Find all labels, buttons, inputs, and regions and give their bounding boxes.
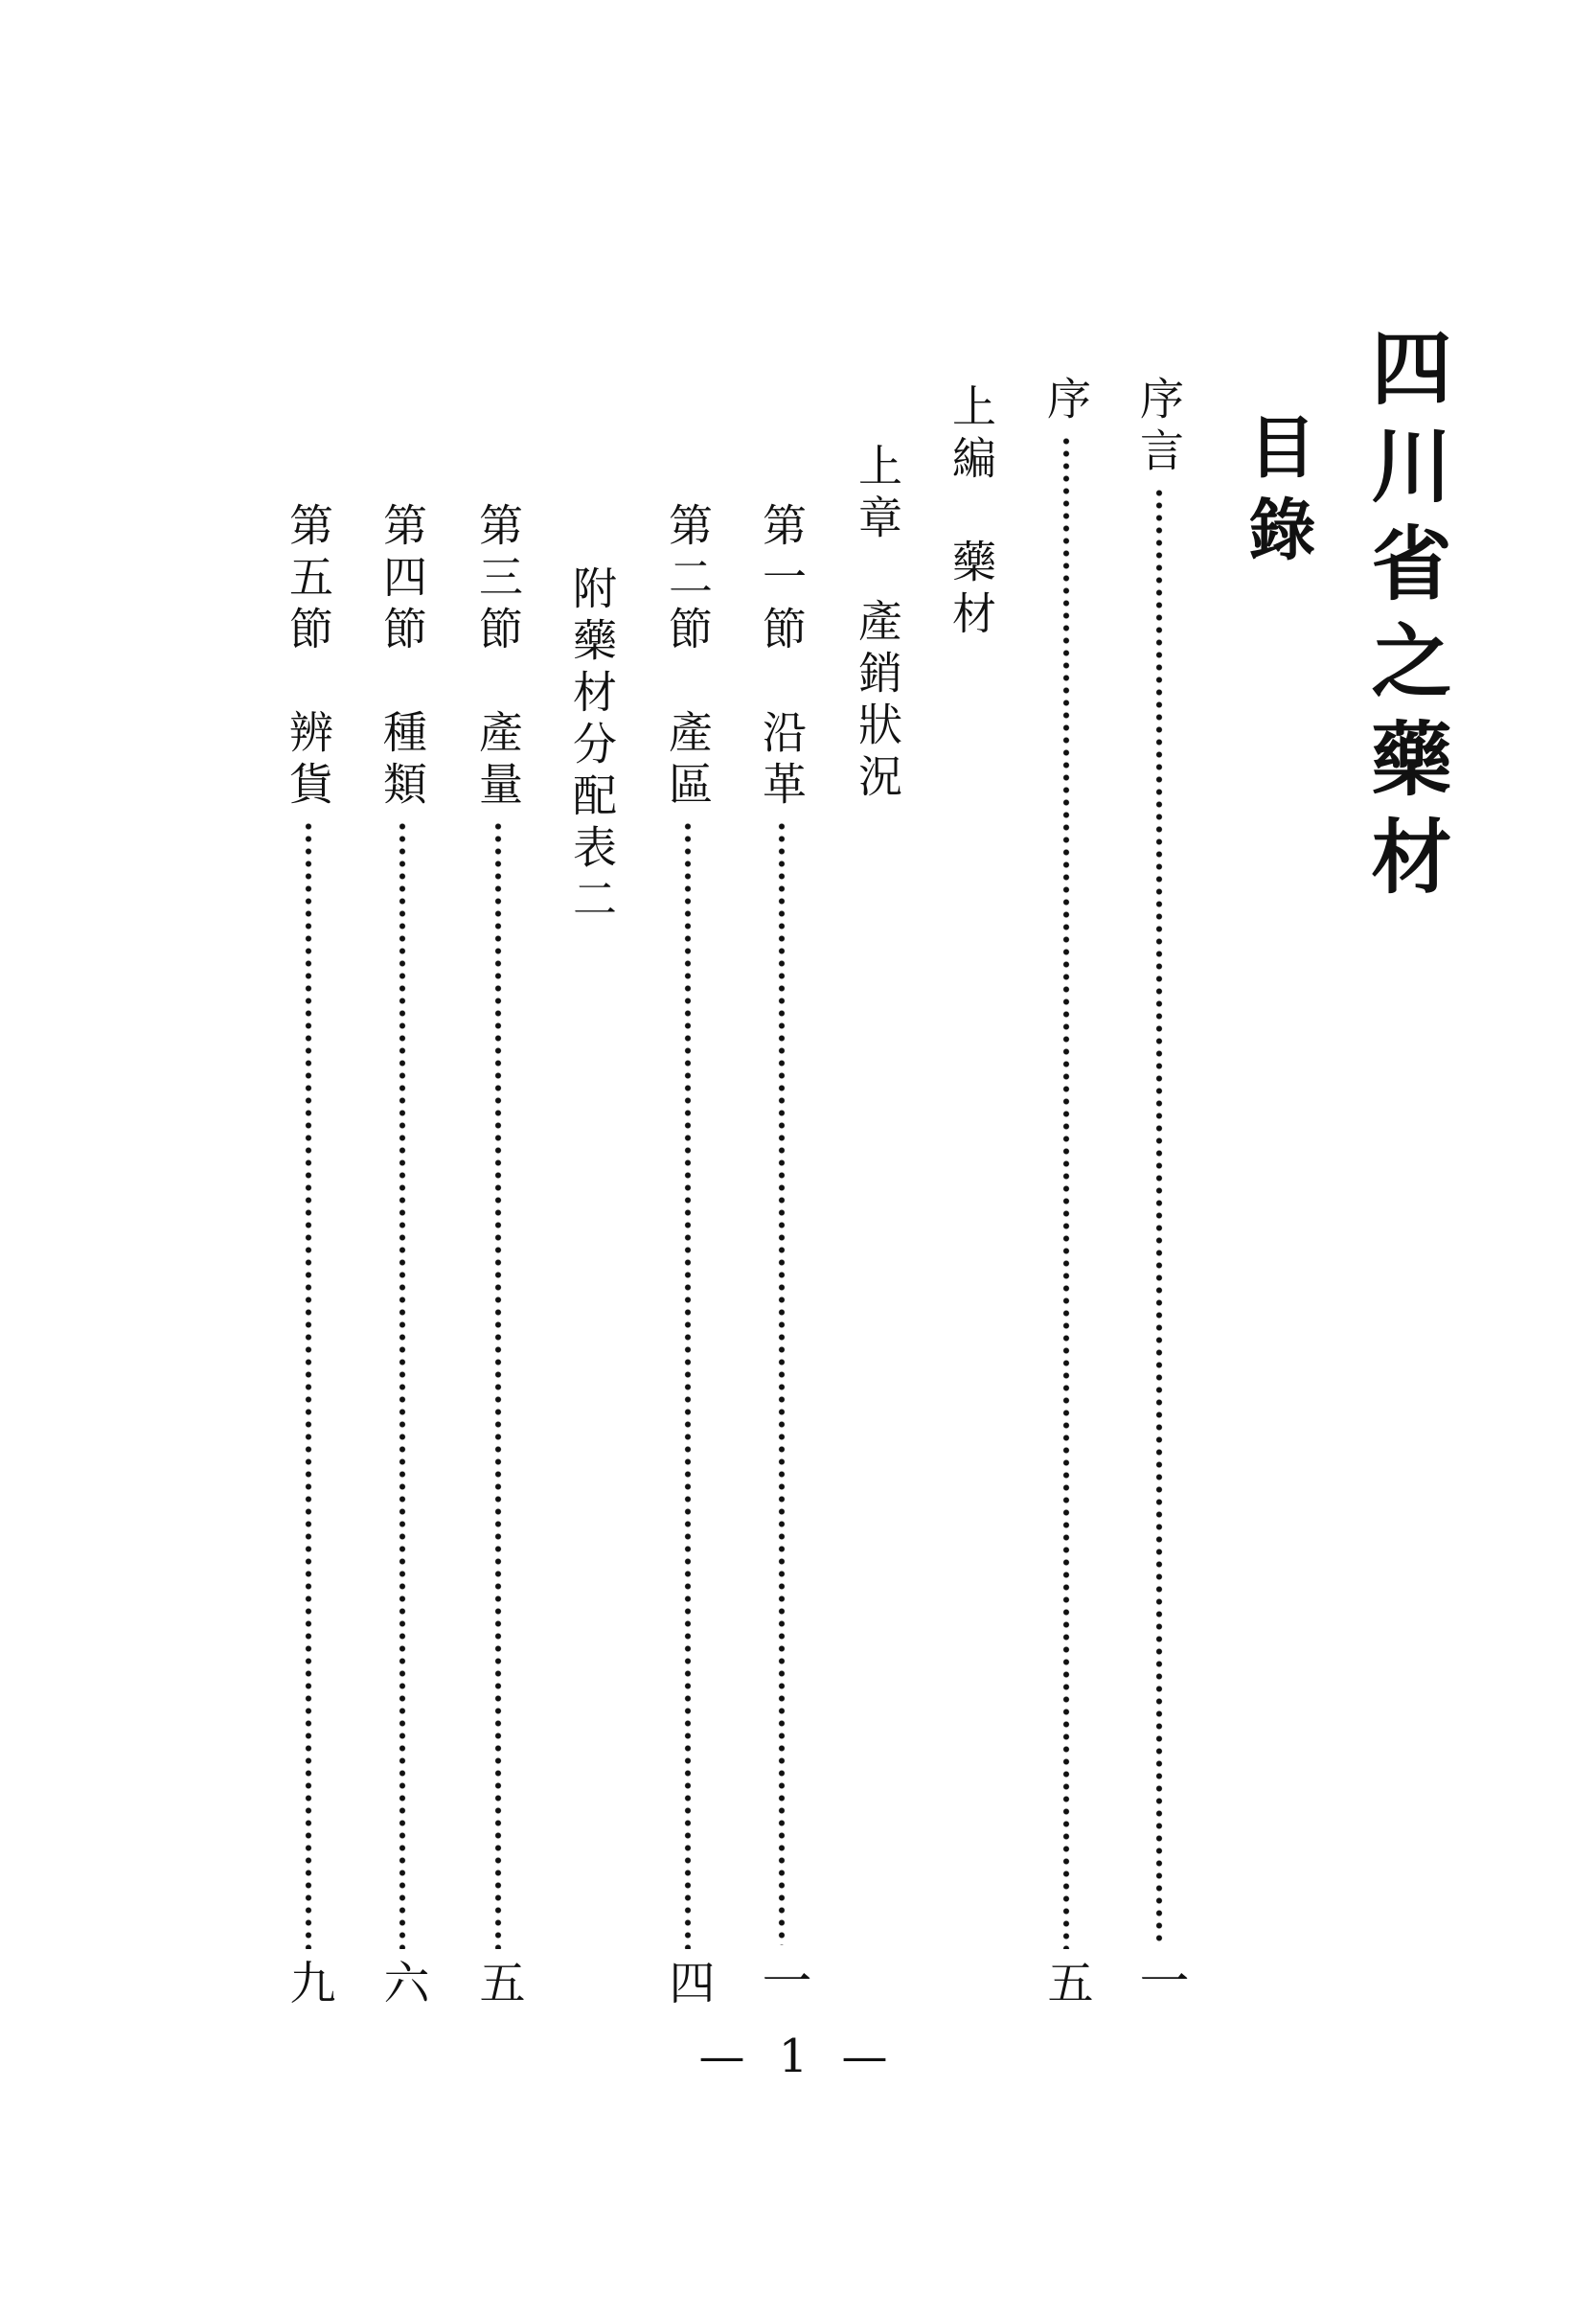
toc-entry-page: 六	[376, 1959, 429, 2005]
toc-entry-section-3[interactable]	[469, 502, 527, 2005]
toc-entry-label: 第四節 種類	[376, 502, 428, 813]
toc-entry-label: 序言	[1133, 376, 1185, 479]
dot-leader	[778, 820, 786, 1945]
toc-entry-page: 五	[471, 1959, 525, 2005]
toc-entry-preface-words[interactable]	[1130, 376, 1188, 2005]
toc-entry-section-5[interactable]	[280, 502, 337, 2005]
dot-leader	[494, 820, 502, 1949]
toc-entry-label: 第一節 沿革	[756, 502, 808, 813]
toc-entry-label: 第二節 產區	[662, 502, 714, 813]
toc-entry-page: 四	[661, 1959, 715, 2005]
dot-leader	[399, 820, 406, 1949]
toc-entry-page: 一	[753, 1955, 810, 2005]
toc-entry-page: 九	[282, 1959, 335, 2005]
toc-entry-label: 序	[1040, 376, 1092, 427]
dot-leader	[1062, 435, 1070, 1949]
toc-entry-section-1[interactable]	[753, 502, 810, 2005]
toc-heading: 目錄	[1238, 412, 1317, 577]
toc-entry-page: 一	[1130, 1955, 1188, 2005]
toc-entry-page: 五	[1039, 1959, 1093, 2005]
toc-entry-label: 第三節 產量	[472, 502, 524, 813]
dot-leader	[1155, 487, 1163, 1945]
toc-entry-part-one[interactable]	[943, 383, 1000, 642]
dot-leader	[305, 820, 312, 1949]
toc-entry-appendix-table[interactable]	[563, 565, 621, 928]
toc-entry-section-4[interactable]	[374, 502, 431, 2005]
dot-leader	[684, 820, 692, 1949]
toc-entry-label: 上編 藥材	[946, 383, 997, 642]
toc-entry-label: 附藥材分配表二	[566, 565, 618, 928]
toc-entry-chapter-one[interactable]	[849, 443, 906, 805]
toc-entry-section-2[interactable]	[659, 502, 717, 2005]
page-number: — 1 —	[698, 2030, 898, 2083]
document-title: 四川省之藥材	[1358, 326, 1453, 912]
toc-entry-label: 第五節 辨貨	[283, 502, 334, 813]
toc-entry-preface[interactable]	[1037, 376, 1095, 2005]
toc-entry-label: 上章 產銷狀況	[852, 443, 903, 805]
